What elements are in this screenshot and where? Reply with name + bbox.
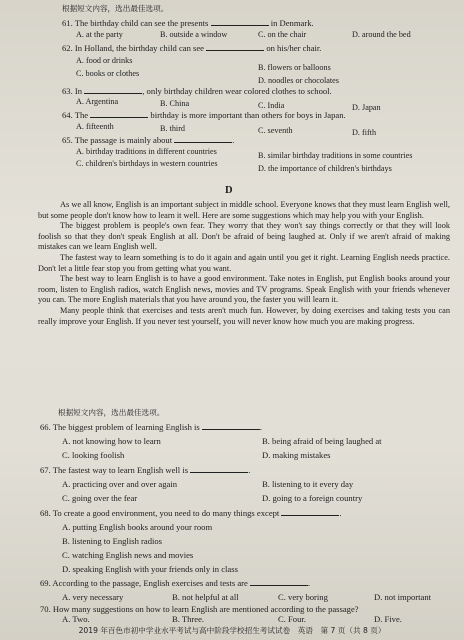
- question-62-stem: 62. In Holland, the birthday child can see on his/her chair.: [62, 43, 322, 53]
- passage-paragraph-1: As we all know, English is an important subject in middle school. Everyone knows that they must learn English well, but some people don't know how to learn it well. Here are some suggestions which may help you with your English.: [38, 200, 450, 220]
- q62-option-d: D. noodles or chocolates: [258, 76, 339, 85]
- question-70-stem: 70. How many suggestions on how to learn English are mentioned according to the passage?: [40, 604, 359, 614]
- question-65-stem: 65. The passage is mainly about .: [62, 135, 235, 145]
- passage-paragraph-3: The fastest way to learn something is to do it again and again until you get it right. Learning English needs practice. Don't let a little fear stop you from getting what you want.: [38, 252, 450, 273]
- q67-option-b: B. listening to it every day: [262, 479, 354, 489]
- q70-option-a: A. Two.: [62, 614, 90, 624]
- question-66-stem: 66. The biggest problem of learning English is .: [40, 422, 263, 432]
- q67-option-d: D. going to a foreign country: [262, 493, 363, 503]
- q68-option-d: D. speaking English with your friends only in class: [62, 564, 238, 574]
- q63-option-c: C. India: [258, 101, 285, 110]
- q61-option-c: C. on the chair: [258, 30, 307, 39]
- q70-option-c: C. Four.: [278, 614, 306, 624]
- q65-option-a: A. birthday traditions in different countries: [76, 147, 217, 156]
- q61-option-d: D. around the bed: [352, 30, 411, 39]
- q64-option-a: A. fifteenth: [76, 122, 114, 131]
- q63-option-b: B. China: [160, 99, 190, 108]
- q70-option-d: D. Five.: [374, 614, 402, 624]
- question-67-stem: 67. The fastest way to learn English well is .: [40, 465, 251, 475]
- q63-option-a: A. Argentina: [76, 97, 119, 106]
- q66-option-a: A. not knowing how to learn: [62, 436, 161, 446]
- q65-option-c: C. children's birthdays in western countries: [76, 159, 218, 168]
- question-64-stem: 64. The birthday is more important than others for boys in Japan.: [62, 110, 346, 120]
- section-heading: D: [225, 185, 233, 196]
- q69-option-d: D. not important: [374, 592, 432, 602]
- q65-option-d: D. the importance of children's birthdays: [258, 164, 392, 173]
- question-68-stem: 68. To create a good environment, you need to do many things except .: [40, 508, 342, 518]
- q61-option-b: B. outside a window: [160, 30, 228, 39]
- q62-option-a: A. food or drinks: [76, 56, 133, 65]
- page-footer: 2019 年百色市初中学业水平考试与高中阶段学校招生考试试卷 英语 第 7 页（共 8 页）: [78, 626, 386, 635]
- q69-option-a: A. very necessary: [62, 592, 124, 602]
- q65-option-b: B. similar birthday traditions in some countries: [258, 151, 413, 160]
- q61-option-a: A. at the party: [76, 30, 123, 39]
- q62-option-c: C. books or clothes: [76, 69, 140, 78]
- question-69-stem: 69. According to the passage, English exercises and tests are .: [40, 578, 311, 588]
- q66-option-b: B. being afraid of being laughed at: [262, 436, 382, 446]
- q68-option-b: B. listening to English radios: [62, 536, 163, 546]
- q68-option-c: C. watching English news and movies: [62, 550, 194, 560]
- q62-option-b: B. flowers or balloons: [258, 63, 331, 72]
- q64-option-c: C. seventh: [258, 126, 293, 135]
- q67-option-c: C. going over the fear: [62, 493, 138, 503]
- q69-option-b: B. not helpful at all: [172, 592, 239, 602]
- q66-option-d: D. making mistakes: [262, 450, 331, 460]
- q64-option-b: B. third: [160, 124, 186, 133]
- question-63-stem: 63. In , only birthday children wear colored clothes to school.: [62, 86, 332, 96]
- passage-paragraph-2: The biggest problem is people's own fear. They worry that they won't say things correctly or that they will look foolish so that they don't speak English at all. Don't be afraid of being laughed at. Only if we aren't afraid of making mistakes can we learn English well.: [38, 221, 450, 252]
- q69-option-c: C. very boring: [278, 592, 328, 602]
- q67-option-a: A. practicing over and over again: [62, 479, 178, 489]
- top-instruction: 根据短文内容，选出最佳选项。: [62, 4, 169, 13]
- q64-option-d: D. fifth: [352, 128, 377, 137]
- q63-option-d: D. Japan: [352, 103, 381, 112]
- q68-option-a: A. putting English books around your room: [62, 522, 213, 532]
- bottom-instruction: 根据短文内容，选出最佳选项。: [58, 408, 165, 417]
- q70-option-b: B. Three.: [172, 614, 205, 624]
- passage-paragraph-4: The best way to learn English is to have a good environment. Take notes in English, put English books around your room, listen to English radios, watch English news, movies and TV programs. Speak English with your friends whenever you can. The more English materials that you have around you, the faster you will learn it.: [38, 274, 450, 305]
- question-61-stem: 61. The birthday child can see the presents in Denmark.: [62, 18, 314, 28]
- reading-passage: [38, 200, 450, 327]
- q66-option-c: C. looking foolish: [62, 450, 125, 460]
- passage-paragraph-5: Many people think that exercises and tests aren't much fun. However, by doing exercises and taking tests you can really improve your English. If you never test yourself, you will never know how much you are making progress.: [38, 305, 450, 326]
